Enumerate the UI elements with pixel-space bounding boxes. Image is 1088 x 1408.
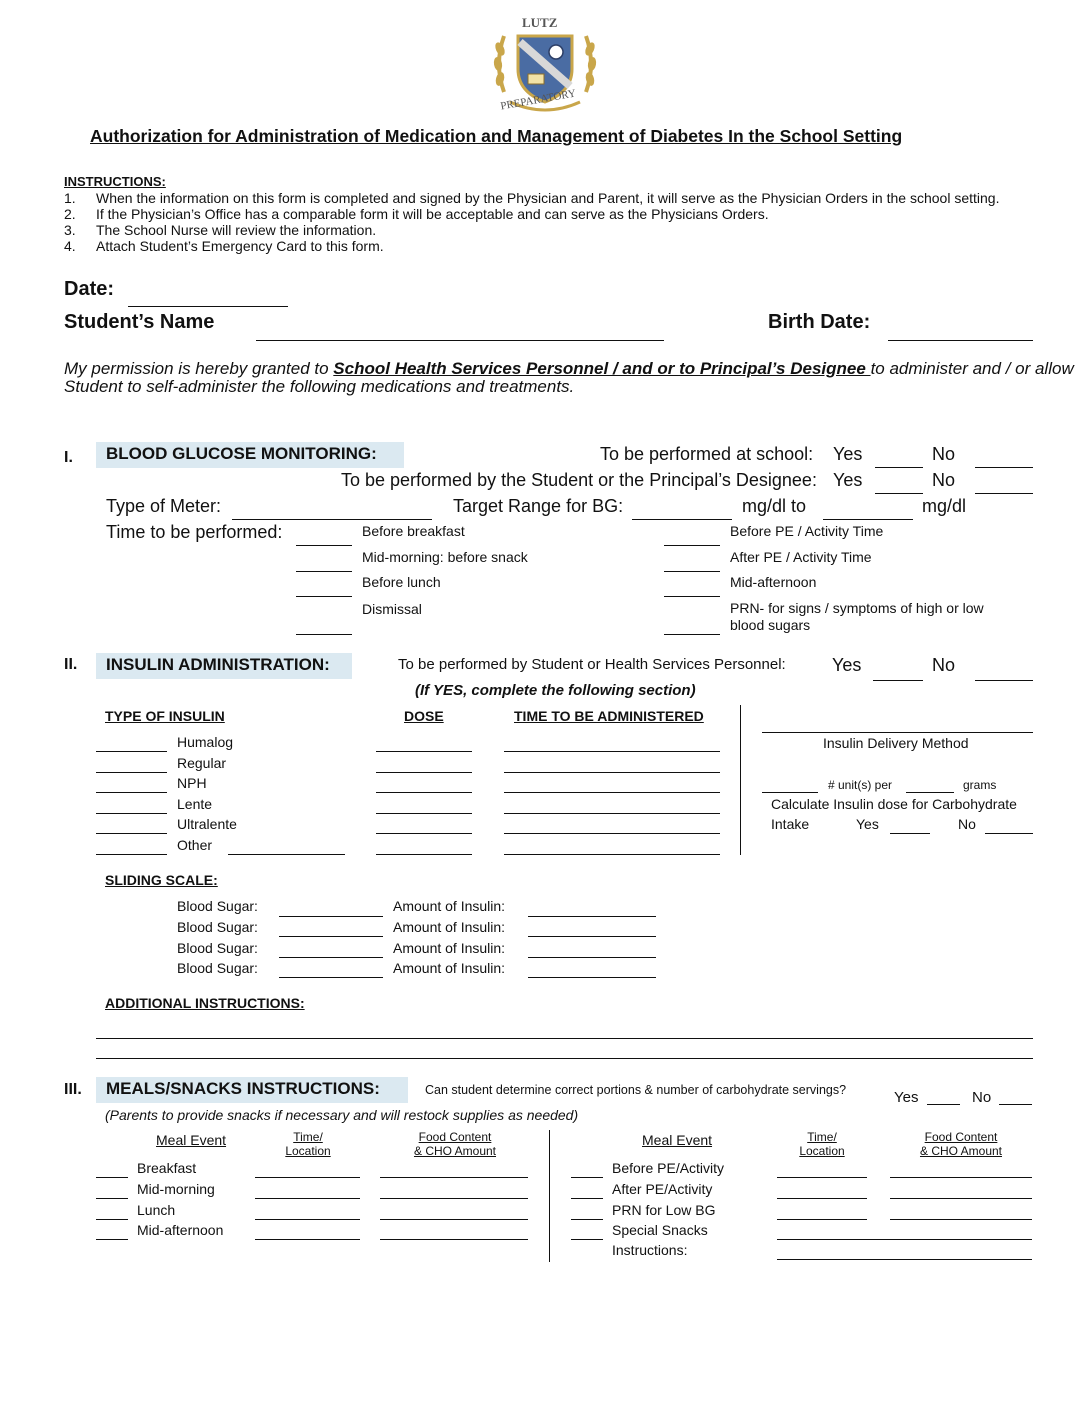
insulin-type: NPH (177, 775, 207, 791)
yes-label: Yes (832, 655, 862, 675)
dose-field[interactable] (376, 792, 472, 793)
insulin-check[interactable] (96, 772, 167, 773)
insulin-yes-field[interactable] (873, 680, 923, 681)
by-student-yes-field[interactable] (875, 493, 923, 494)
delivery-method-label: Insulin Delivery Method (823, 735, 969, 751)
no-label: No (932, 444, 956, 464)
insulin-type: Ultralente (177, 816, 237, 832)
meal-food-field[interactable] (380, 1219, 528, 1220)
additional-instructions-field[interactable] (96, 1038, 1033, 1039)
dose-field[interactable] (376, 751, 472, 752)
meal-check[interactable] (96, 1219, 128, 1220)
no-label: No (932, 470, 956, 490)
dose-field[interactable] (376, 854, 472, 855)
meal-event: PRN for Low BG (612, 1202, 716, 1218)
target-range-low-field[interactable] (632, 519, 732, 520)
type-of-meter-field[interactable] (232, 519, 432, 520)
yes-label: Yes (833, 444, 863, 464)
meal-event: After PE/Activity (612, 1181, 713, 1197)
insulin-type: Other (177, 837, 213, 853)
col-food-content (906, 1130, 1016, 1158)
meal-event: Mid-morning (137, 1181, 215, 1197)
insulin-type: Humalog (177, 734, 234, 750)
time-option-left: Mid-morning: before snack (362, 549, 528, 565)
time-check-right[interactable] (664, 545, 720, 546)
meal-check[interactable] (96, 1239, 128, 1240)
blood-sugar-field[interactable] (279, 957, 383, 958)
snacks-note: (Parents to provide snacks if necessary and will restock supplies as needed) (105, 1107, 579, 1123)
meal-time-field[interactable] (255, 1239, 360, 1240)
blood-sugar-label: Blood Sugar: (177, 960, 258, 976)
blood-sugar-label: Blood Sugar: (177, 919, 258, 935)
logo-top-text: LUTZ (522, 15, 558, 30)
time-check-left[interactable] (296, 634, 352, 635)
grams-field[interactable] (906, 792, 954, 793)
time-administered-field[interactable] (504, 833, 720, 834)
col-food-line1: Food Content (418, 1130, 492, 1144)
calculate-dose-label: Calculate Insulin dose for Carbohydrate (771, 796, 1017, 812)
col-dose: DOSE (404, 708, 444, 724)
insulin-check[interactable] (96, 833, 167, 834)
blood-sugar-field[interactable] (279, 916, 383, 917)
meal-event: Breakfast (137, 1160, 197, 1176)
instruction-num: 4. (64, 238, 76, 254)
if-yes-note: (If YES, complete the following section) (415, 682, 696, 699)
section-1-number: I. (64, 449, 73, 466)
permission-line2: Student to self-administer the following medications and treatments. (64, 377, 575, 396)
insulin-check[interactable] (96, 813, 167, 814)
meal-food-field[interactable] (890, 1177, 1032, 1178)
insulin-type: Lente (177, 796, 213, 812)
time-check-right[interactable] (664, 571, 720, 572)
instruction-text: If the Physician’s Office has a comparable form it will be acceptable and can serve as the Physicians Orders. (96, 206, 769, 222)
performed-by-label: To be performed by Student or Health Services Personnel: (398, 656, 786, 673)
time-administered-field[interactable] (504, 772, 720, 773)
col-meal-event: Meal Event (642, 1132, 713, 1148)
insulin-no-field[interactable] (975, 680, 1033, 681)
by-student-no-field[interactable] (975, 493, 1033, 494)
amount-insulin-field[interactable] (528, 977, 656, 978)
section-3-number: III. (64, 1081, 82, 1098)
amount-insulin-field[interactable] (528, 916, 656, 917)
time-check-left[interactable] (296, 571, 352, 572)
blood-sugar-field[interactable] (279, 977, 383, 978)
amount-insulin-field[interactable] (528, 936, 656, 937)
yes-label: Yes (894, 1089, 919, 1106)
mgdl-label: mg/dl (922, 496, 967, 516)
at-school-label: To be performed at school: (600, 444, 814, 464)
instruction-num: 1. (64, 190, 76, 206)
section-2-title: INSULIN ADMINISTRATION: (106, 655, 330, 674)
col-meal-event: Meal Event (156, 1132, 227, 1148)
no-label: No (958, 816, 976, 832)
date-field[interactable] (128, 306, 288, 307)
logo-bottom-text: PREPARATORY (499, 87, 577, 113)
time-option-right: After PE / Activity Time (730, 549, 872, 565)
time-check-right[interactable] (664, 634, 720, 635)
time-check-right[interactable] (664, 596, 720, 597)
meal-instructions-field[interactable] (777, 1259, 1032, 1260)
insulin-type: Regular (177, 755, 227, 771)
meal-food-field[interactable] (380, 1198, 528, 1199)
amount-insulin-field[interactable] (528, 957, 656, 958)
col-time-line1: Time/ (293, 1130, 323, 1144)
instructions-heading: INSTRUCTIONS: (64, 174, 166, 189)
calc-yes-field[interactable] (890, 833, 930, 834)
col-food-line2: & CHO Amount (413, 1144, 497, 1158)
meal-check[interactable] (571, 1219, 603, 1220)
student-name-label: Student’s Name (64, 311, 215, 333)
section-2-number: II. (64, 656, 78, 673)
meal-instructions-field[interactable] (777, 1239, 1032, 1240)
time-administered-field[interactable] (504, 813, 720, 814)
meal-time-field[interactable] (777, 1198, 867, 1199)
no-label: No (972, 1089, 992, 1106)
meal-food-field[interactable] (890, 1219, 1032, 1220)
col-time-administered: TIME TO BE ADMINISTERED (514, 708, 704, 724)
amount-insulin-label: Amount of Insulin: (393, 919, 506, 935)
yes-label: Yes (833, 470, 863, 490)
col-time-location (278, 1130, 338, 1158)
col-time-location (792, 1130, 852, 1158)
at-school-no-field[interactable] (975, 467, 1033, 468)
col-food-content (400, 1130, 510, 1158)
col-food-line2: & CHO Amount (919, 1144, 1003, 1158)
permission-prefix: My permission is hereby granted to (64, 359, 334, 378)
time-administered-field[interactable] (504, 854, 720, 855)
time-option-right: Before PE / Activity Time (730, 523, 884, 539)
permission-suffix: to administer and / or allow (870, 359, 1074, 378)
col-food-line1: Food Content (924, 1130, 998, 1144)
at-school-yes-field[interactable] (875, 467, 923, 468)
amount-insulin-label: Amount of Insulin: (393, 960, 506, 976)
instruction-num: 2. (64, 206, 76, 222)
student-name-field[interactable] (256, 340, 664, 341)
time-option-right: blood sugars (730, 617, 811, 633)
meal-check[interactable] (571, 1239, 603, 1240)
type-of-meter-label: Type of Meter: (106, 496, 222, 516)
meal-instructions-label: Instructions: (612, 1242, 688, 1258)
permission-line1 (64, 359, 1074, 379)
blood-sugar-label: Blood Sugar: (177, 940, 258, 956)
no-label: No (932, 655, 956, 675)
section-1-title: BLOOD GLUCOSE MONITORING: (106, 444, 377, 463)
meal-time-field[interactable] (255, 1198, 360, 1199)
amount-insulin-label: Amount of Insulin: (393, 940, 506, 956)
meal-check[interactable] (96, 1177, 128, 1178)
dose-field[interactable] (376, 833, 472, 834)
carb-yes-field[interactable] (927, 1104, 960, 1105)
calc-no-field[interactable] (985, 833, 1033, 834)
additional-instructions-heading: ADDITIONAL INSTRUCTIONS: (105, 995, 305, 1011)
meal-time-field[interactable] (777, 1177, 867, 1178)
dose-field[interactable] (376, 772, 472, 773)
insulin-check[interactable] (96, 792, 167, 793)
instruction-num: 3. (64, 222, 76, 238)
target-range-label: Target Range for BG: (453, 496, 624, 516)
other-insulin-field[interactable] (228, 854, 345, 855)
blood-sugar-label: Blood Sugar: (177, 898, 258, 914)
permission-grantee: School Health Services Personnel / and or to Principal’s Designee (333, 359, 871, 378)
carb-no-field[interactable] (999, 1104, 1032, 1105)
meal-check[interactable] (571, 1198, 603, 1199)
delivery-method-field[interactable] (762, 732, 1033, 733)
meal-time-field[interactable] (777, 1219, 867, 1220)
instruction-text: The School Nurse will review the information. (96, 222, 377, 238)
insulin-divider (740, 705, 741, 855)
birth-date-label: Birth Date: (768, 311, 871, 333)
time-check-left[interactable] (296, 545, 352, 546)
blood-sugar-field[interactable] (279, 936, 383, 937)
time-option-right: PRN- for signs / symptoms of high or low (730, 600, 984, 616)
time-administered-field[interactable] (504, 751, 720, 752)
col-time-line2: Location (799, 1144, 845, 1158)
instruction-text: Attach Student’s Emergency Card to this form. (96, 238, 384, 254)
meal-check[interactable] (96, 1198, 128, 1199)
col-time-line1: Time/ (807, 1130, 837, 1144)
col-time-line2: Location (285, 1144, 331, 1158)
meal-food-field[interactable] (380, 1239, 528, 1240)
meal-time-field[interactable] (255, 1219, 360, 1220)
amount-insulin-label: Amount of Insulin: (393, 898, 506, 914)
dose-field[interactable] (376, 813, 472, 814)
col-type-of-insulin: TYPE OF INSULIN (105, 708, 225, 724)
yes-label: Yes (856, 816, 879, 832)
meal-check[interactable] (571, 1177, 603, 1178)
time-option-left: Before breakfast (362, 523, 465, 539)
birth-date-field[interactable] (888, 340, 1033, 341)
mgdl-to-label: mg/dl to (742, 496, 807, 516)
section-3-title: MEALS/SNACKS INSTRUCTIONS: (106, 1079, 380, 1098)
units-field[interactable] (762, 792, 818, 793)
insulin-check[interactable] (96, 751, 167, 752)
sliding-scale-heading: SLIDING SCALE: (105, 872, 218, 888)
date-label: Date: (64, 278, 115, 300)
meal-event: Before PE/Activity (612, 1160, 725, 1176)
target-range-high-field[interactable] (823, 519, 913, 520)
form-title: Authorization for Administration of Medication and Management of Diabetes In the School Setting (90, 126, 903, 146)
time-administered-field[interactable] (504, 792, 720, 793)
meal-food-field[interactable] (380, 1177, 528, 1178)
time-option-left: Before lunch (362, 574, 441, 590)
by-student-label: To be performed by the Student or the Principal’s Designee: (341, 470, 817, 490)
meal-event: Special Snacks (612, 1222, 708, 1238)
meals-divider (549, 1130, 550, 1262)
meal-event: Mid-afternoon (137, 1222, 224, 1238)
carb-question: Can student determine correct portions & number of carbohydrate servings? (425, 1083, 847, 1097)
meal-time-field[interactable] (255, 1177, 360, 1178)
grams-label: grams (963, 778, 997, 792)
intake-label: Intake (771, 816, 810, 832)
time-option-left: Dismissal (362, 601, 422, 617)
time-option-right: Mid-afternoon (730, 574, 817, 590)
instruction-text: When the information on this form is completed and signed by the Physician and Parent, it will serve as the Physician Orders in the school setting. (96, 190, 1000, 206)
additional-instructions-field[interactable] (96, 1058, 1033, 1059)
time-to-perform-label: Time to be performed: (106, 522, 283, 542)
insulin-check[interactable] (96, 854, 167, 855)
units-per-label: # unit(s) per (828, 778, 893, 792)
time-check-left[interactable] (296, 596, 352, 597)
meal-event: Lunch (137, 1202, 176, 1218)
meal-food-field[interactable] (890, 1198, 1032, 1199)
